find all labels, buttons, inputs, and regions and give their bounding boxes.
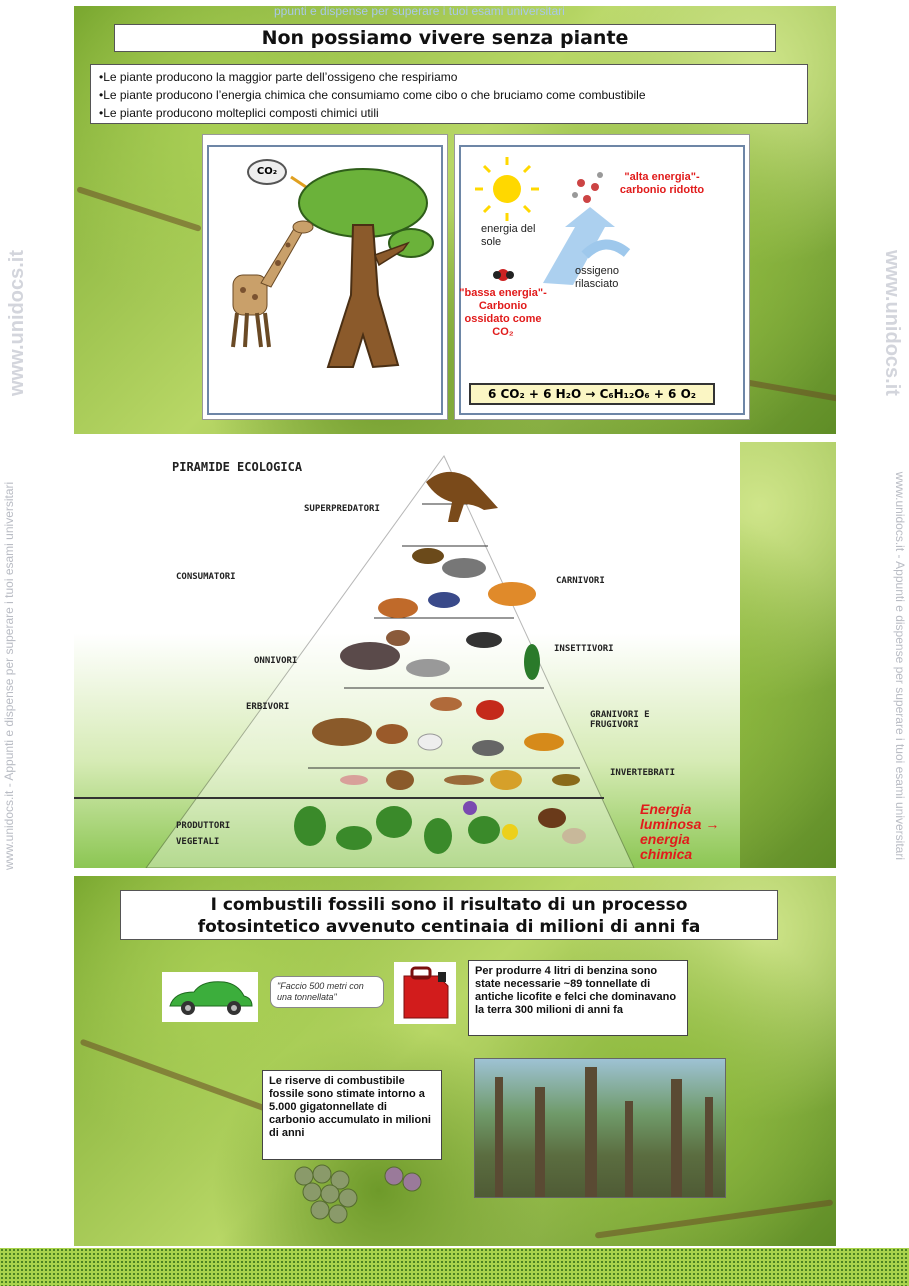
label-onnivori: ONNIVORI: [254, 656, 298, 666]
tree-giraffe-illustration: [203, 135, 449, 421]
slide-title: Non possiamo vivere senza piante: [114, 24, 776, 52]
bottom-decorative-strip: [0, 1248, 909, 1286]
sun-energy-label: energia del sole: [481, 223, 536, 248]
reserves-note: Le riserve di combustibile fossile sono stimate intorno a 5.000 gigatonnellate di carbonio accumulato in milioni di anni: [262, 1070, 442, 1160]
label-produttori: PRODUTTORI VEGETALI: [176, 821, 231, 847]
prehistoric-forest-image: [474, 1058, 726, 1198]
label-granivori: GRANIVORI E FRUGIVORI: [590, 710, 650, 730]
photosynthesis-equation: 6 CO₂ + 6 H₂O → C₆H₁₂O₆ + 6 O₂: [469, 383, 715, 405]
slide-plants: [74, 6, 836, 434]
label-superpredatori: SUPERPREDATORI: [304, 504, 380, 514]
bullet-item: •Le piante producono molteplici composti chimici utili: [99, 106, 379, 120]
car-illustration: [162, 972, 258, 1022]
brand-watermark-right: www.unidocs.it: [881, 250, 903, 396]
tree-panel: [202, 134, 448, 420]
slide-title: [120, 890, 778, 940]
co2-cloud: CO₂: [247, 159, 287, 185]
low-energy-label: "bassa energia"- Carbonio ossidato come CO₂: [459, 287, 547, 338]
energy-conversion-label: Energia luminosa → energia chimica: [640, 801, 720, 862]
title-line-1: I combustili fossili sono il risultato di un processo: [210, 895, 688, 915]
label-carnivori: CARNIVORI: [556, 576, 605, 586]
photosynthesis-panel: [454, 134, 750, 420]
pyramid-title: PIRAMIDE ECOLOGICA: [172, 460, 303, 474]
high-energy-label: "alta energia"- carbonio ridotto: [619, 171, 705, 196]
slide-fossil-fuels: [74, 876, 836, 1246]
bullet-item: •Le piante producono la maggior parte dell’ossigeno che respiriamo: [99, 70, 458, 84]
title-line-2: fotosintetico avvenuto centinaia di milioni di anni fa: [197, 917, 701, 937]
label-invertebrati: INVERTEBRATI: [610, 768, 676, 778]
grapes-illustration: [284, 1146, 484, 1246]
bullet-list: [90, 64, 808, 124]
brand-watermark-left: www.unidocs.it: [6, 250, 28, 396]
slide-ecological-pyramid: [74, 442, 836, 868]
top-watermark: ppunti e dispense per superare i tuoi esami universitari: [274, 6, 565, 18]
label-insettivori: INSETTIVORI: [554, 644, 614, 654]
side-watermark-right: www.unidocs.it - Appunti e dispense per superare i tuoi esami universitari: [893, 471, 907, 860]
gasoline-note: Per produrre 4 litri di benzina sono state necessarie ~89 tonnellate di antiche licofite e felci che dominavano la terra 300 milioni di anni fa: [468, 960, 688, 1036]
car-speech-bubble: "Faccio 500 metri con una tonnellata": [270, 976, 384, 1008]
side-watermark-left: www.unidocs.it - Appunti e dispense per superare i tuoi esami universitari: [2, 481, 16, 870]
bullet-item: •Le piante producono l’energia chimica che consumiamo come cibo o che bruciamo come combustibile: [99, 88, 646, 102]
label-erbivori: ERBIVORI: [246, 702, 290, 712]
label-consumatori: CONSUMATORI: [176, 572, 236, 582]
oxygen-label: ossigeno rilasciato: [575, 265, 620, 290]
fuel-can-illustration: [394, 962, 456, 1024]
